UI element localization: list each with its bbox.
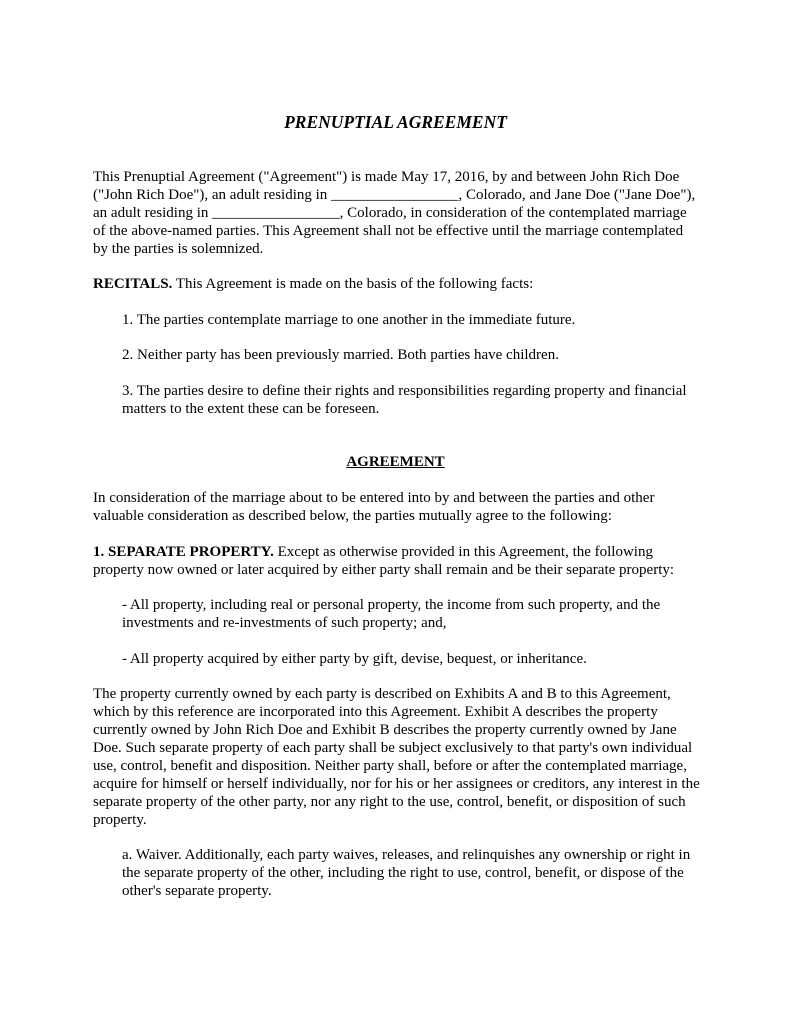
intro-paragraph: This Prenuptial Agreement ("Agreement") is made May 17, 2016, by and between John Rich Doe ("John Rich Doe"), an adult residing in _________________, Colorado, and Jane Doe ("Jane Doe"), an adult residing in _________________, Colorado, in consideration of the contemplated marriage of the above-named parties. This Agreement shall not be effective until the marriage contemplated by the parties is solemnized.: [93, 169, 696, 257]
waiver-paragraph: a. Waiver. Additionally, each party waives, releases, and relinquishes any ownership or right in the separate property of the other, including the right to use, control, benefit, or dispose of the other's separate property.: [122, 847, 691, 899]
recital-item-2: 2. Neither party has been previously married. Both parties have children.: [122, 347, 559, 363]
separate-property-text: Except as otherwise provided in this Agreement, the following property now owned or later acquired by either party shall remain and be their separate property:: [93, 544, 675, 578]
separate-property-item-2: - All property acquired by either party by gift, devise, bequest, or inheritance.: [122, 651, 587, 667]
exhibits-paragraph: The property currently owned by each party is described on Exhibits A and B to this Agreement, which by this reference are incorporated into this Agreement. Exhibit A describes the property currently owned by John Rich Doe and Exhibit B describes the property currently owned by Jane Doe. Such separate property of each party shall be subject exclusively to that party's own individual use, control, benefit and disposition. Neither party shall, before or after the contemplated marriage, acquire for himself or herself individually, nor for his or her assignees or creditors, any interest in the separate property of the other party, nor any right to the use, control, benefit, or disposition of such property.: [93, 686, 700, 828]
separate-property-label: 1. SEPARATE PROPERTY.: [93, 544, 274, 560]
separate-property-item-1: - All property, including real or personal property, the income from such property, and the investments and re-investments of such property; and,: [122, 597, 661, 631]
agreement-intro-paragraph: In consideration of the marriage about to be entered into by and between the parties and other valuable consideration as described below, the parties mutually agree to the following:: [93, 490, 655, 524]
recitals-label: RECITALS.: [93, 276, 173, 292]
recitals-text: This Agreement is made on the basis of the following facts:: [172, 276, 534, 292]
recital-item-1: 1. The parties contemplate marriage to one another in the immediate future.: [122, 312, 576, 328]
document-title: PRENUPTIAL AGREEMENT: [284, 112, 507, 132]
agreement-heading: AGREEMENT: [346, 454, 445, 470]
recital-item-3: 3. The parties desire to define their rights and responsibilities regarding property and financial matters to the extent these can be foreseen.: [122, 383, 687, 417]
recitals-paragraph: [93, 275, 701, 293]
separate-property-paragraph: [93, 543, 701, 579]
